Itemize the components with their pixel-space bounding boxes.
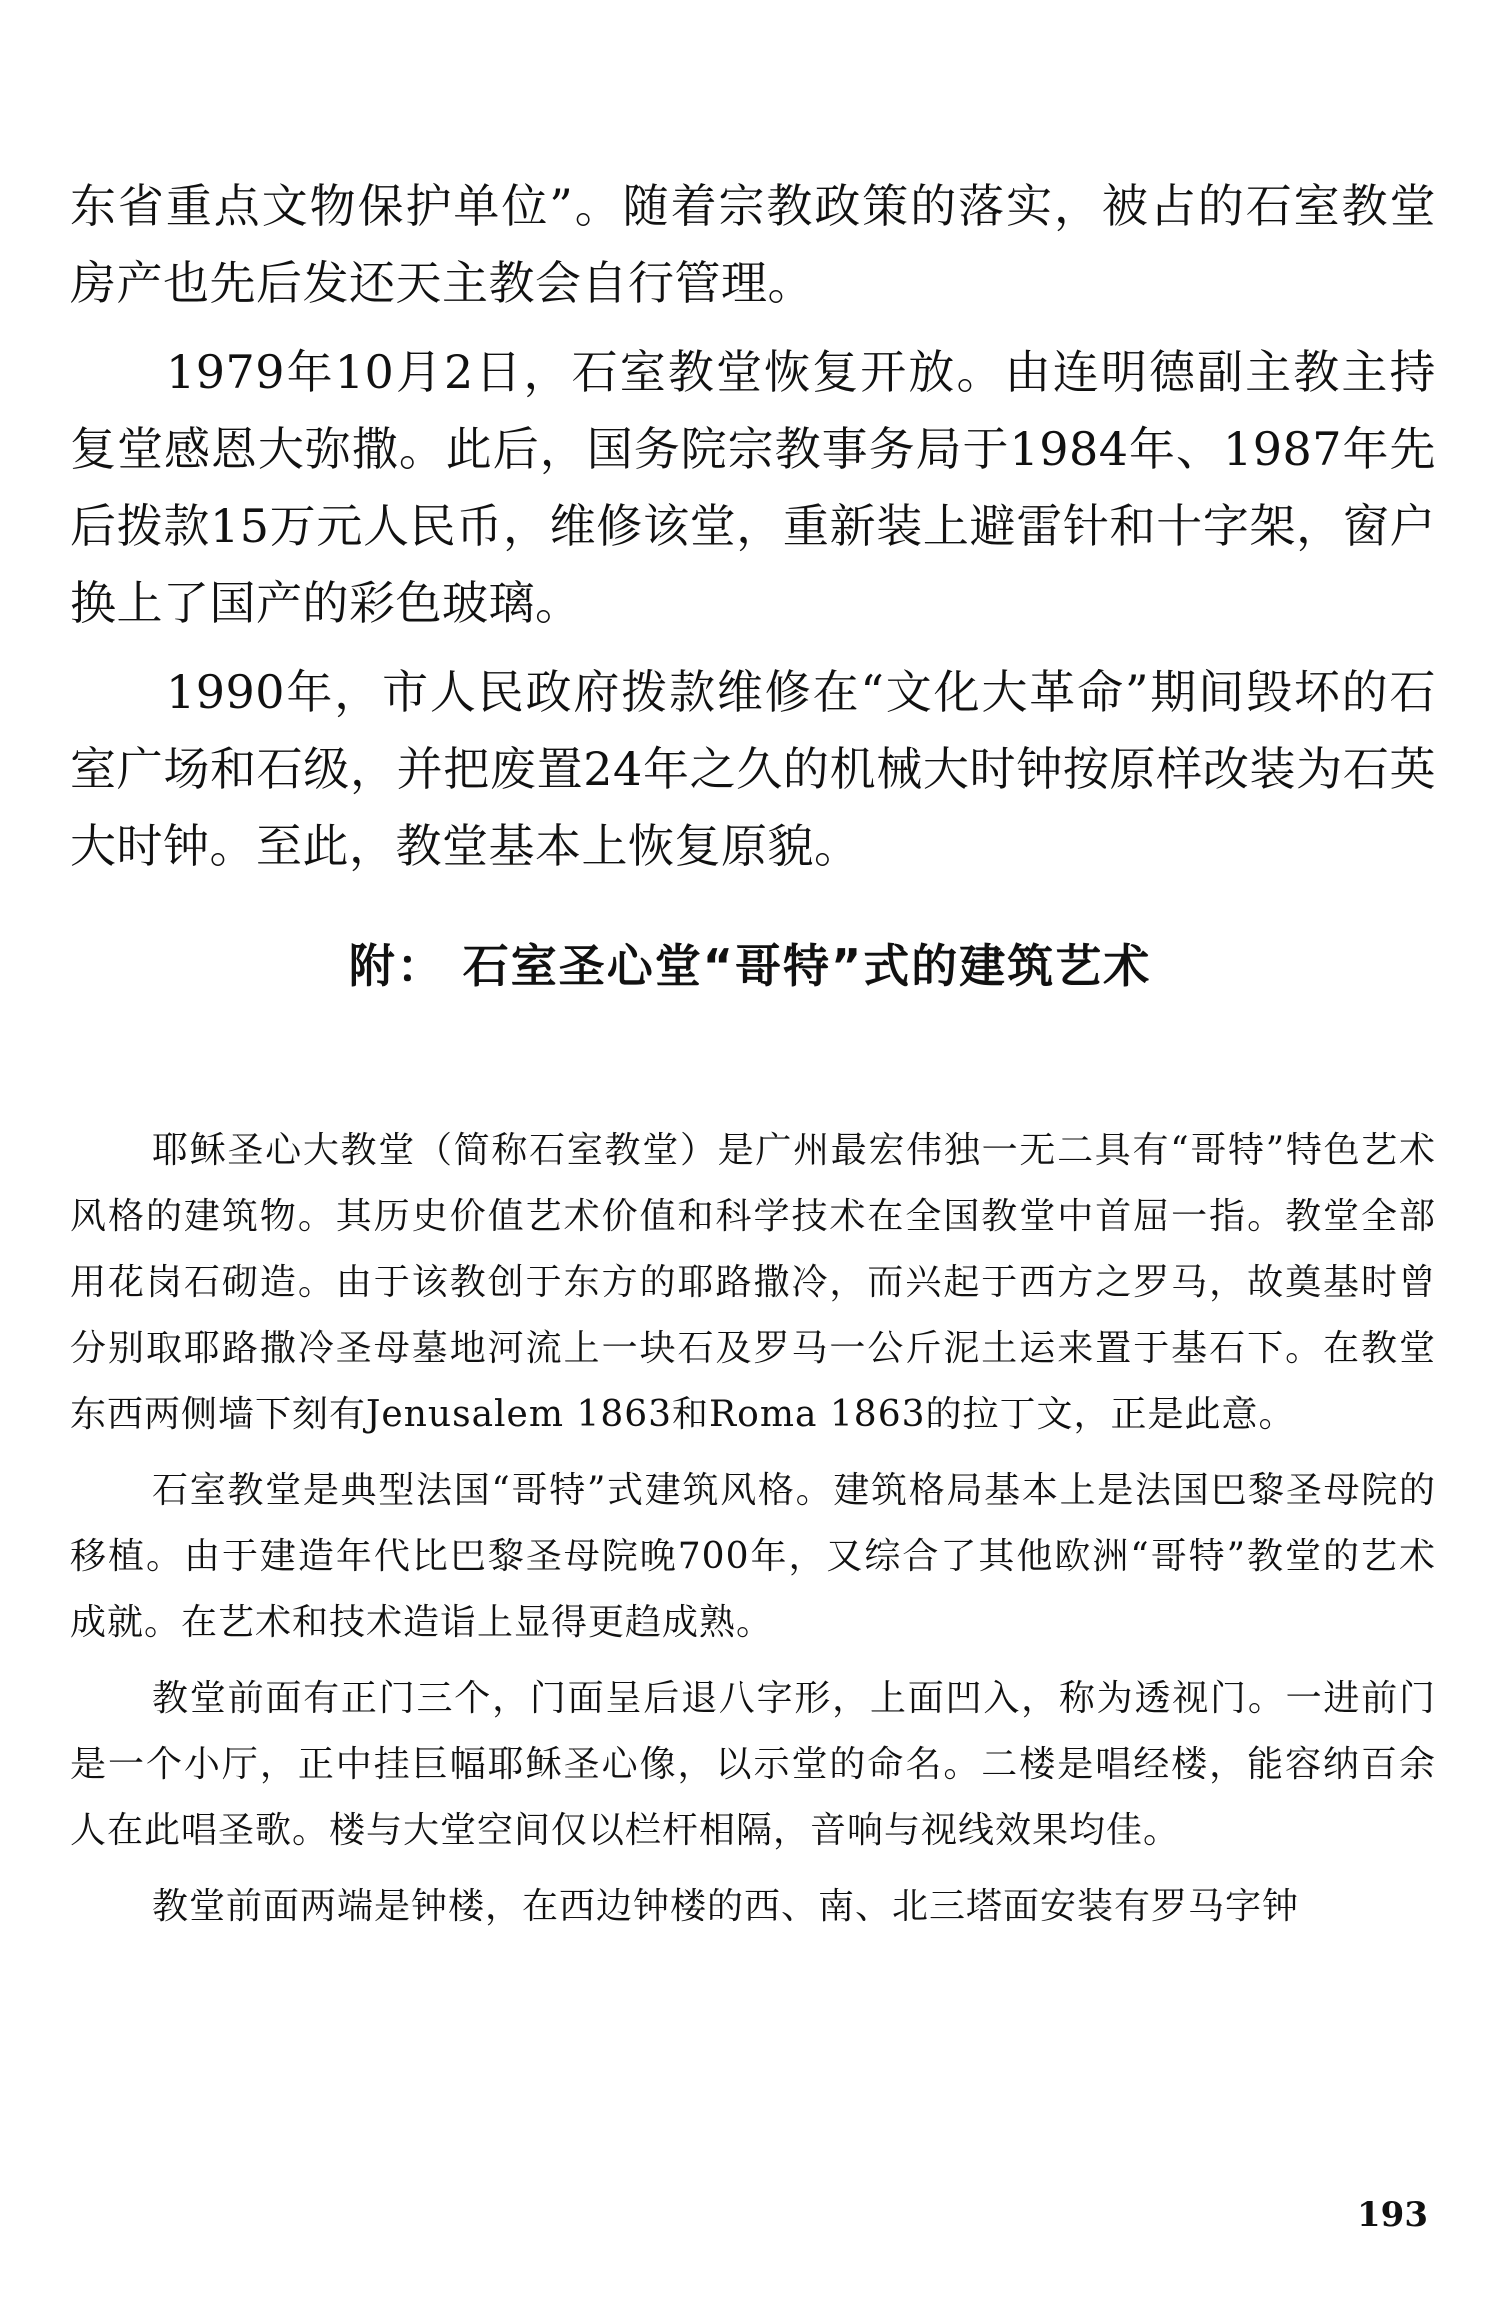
paragraph-reopening-1979: 1979年10月2日，石室教堂恢复开放。由连明德副主教主持复堂感恩大弥撒。此后，国务院宗教事务局于1984年、1987年先后拨款15万元人民币，维修该堂，重新装上避雷针和十字架，窗户换上了国产的彩色玻璃。 bbox=[70, 345, 1436, 630]
paragraph-overview: 耶稣圣心大教堂（简称石室教堂）是广州最宏伟独一无二具有“哥特”特色艺术风格的建筑物。其历史价值艺术价值和科学技术在全国教堂中首屈一指。教堂全部用花岗石砌造。由于该教创于东方的耶路撒冷，而兴起于西方之罗马，故奠基时曾分别取耶路撒冷圣母墓地河流上一块石及罗马一公斤泥土运来置于基石下。在教堂东西两侧墙下刻有Jenusalem 1863和Roma 1863的拉丁文，正是此意。 bbox=[70, 1130, 1436, 1435]
paragraph-repair-1990: 1990年，市人民政府拨款维修在“文化大革命”期间毁坏的石室广场和石级，并把废置24年之久的机械大时钟按原样改装为石英大时钟。至此，教堂基本上恢复原貌。 bbox=[70, 665, 1436, 873]
paragraph-continuation: 东省重点文物保护单位”。随着宗教政策的落实，被占的石室教堂房产也先后发还天主教会自行管理。 bbox=[70, 179, 1436, 310]
paragraph-front-doors: 教堂前面有正门三个，门面呈后退八字形，上面凹入，称为透视门。一进前门是一个小厅，正中挂巨幅耶稣圣心像，以示堂的命名。二楼是唱经楼，能容纳百余人在此唱圣歌。楼与大堂空间仅以栏杆相隔，音响与视线效果均佳。 bbox=[70, 1678, 1436, 1851]
paragraph-gothic-style: 石室教堂是典型法国“哥特”式建筑风格。建筑格局基本上是法国巴黎圣母院的移植。由于建造年代比巴黎圣母院晚700年，又综合了其他欧洲“哥特”教堂的艺术成就。在艺术和技术造诣上显得更趋成熟。 bbox=[70, 1470, 1436, 1643]
paragraph-bell-towers: 教堂前面两端是钟楼，在西边钟楼的西、南、北三塔面安装有罗马字钟 bbox=[152, 1886, 1300, 1927]
lower-text-block bbox=[70, 1118, 1436, 1940]
section-heading: 附： 石室圣心堂“哥特”式的建筑艺术 bbox=[348, 939, 1152, 993]
page-number: 193 bbox=[1357, 2195, 1428, 2235]
upper-text-block bbox=[70, 168, 1436, 885]
